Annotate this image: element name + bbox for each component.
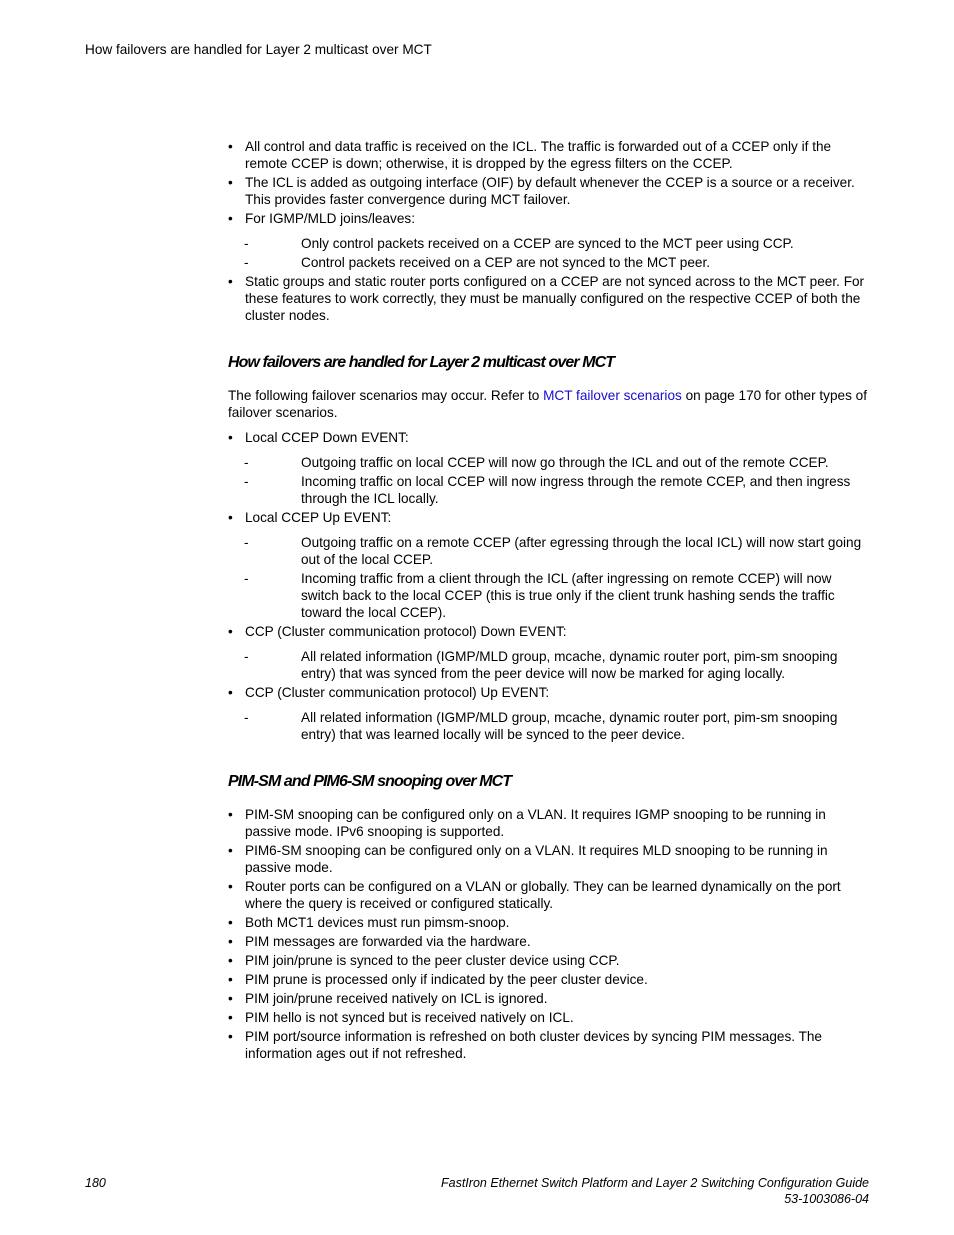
list-item: • Local CCEP Down EVENT: - Outgoing traffic on local CCEP will now go through the ICL and out of the remote CCEP. - Incoming traffic on local CCEP will now ingress through the remote CCEP, and then ingress through the ICL locally. bbox=[228, 429, 868, 507]
page-number: 180 bbox=[85, 1176, 106, 1190]
intro-bullet-list bbox=[228, 138, 868, 324]
list-item: • For IGMP/MLD joins/leaves: - Only control packets received on a CCEP are synced to the MCT peer using CCP. - Control packets received on a CEP are not synced to the MCT peer. bbox=[228, 210, 868, 271]
list-item: • PIM join/prune is synced to the peer cluster device using CCP. bbox=[228, 953, 620, 968]
sub-list-item: - Incoming traffic on local CCEP will now ingress through the remote CCEP, and then ingress through the ICL locally. bbox=[244, 474, 851, 506]
list-item: • PIM-SM snooping can be configured only on a VLAN. It requires IGMP snooping to be running in passive mode. IPv6 snooping is supported. bbox=[228, 807, 826, 839]
sub-list-item: - Incoming traffic from a client through the ICL (after ingressing on remote CCEP) will now switch back to the local CCEP (this is true only if the client trunk hashing sends the traffic toward the local CCEP). bbox=[244, 571, 835, 620]
sub-list-item: - Outgoing traffic on a remote CCEP (after egressing through the local ICL) will now start going out of the local CCEP. bbox=[244, 535, 862, 567]
doc-number: 53-1003086-04 bbox=[784, 1192, 869, 1206]
list-item: • PIM6-SM snooping can be configured only on a VLAN. It requires MLD snooping to be running in passive mode. bbox=[228, 843, 828, 875]
sub-list-item: - All related information (IGMP/MLD group, mcache, dynamic router port, pim-sm snooping entry) that was synced from the peer device will now be marked for aging locally. bbox=[244, 649, 838, 681]
list-item: • CCP (Cluster communication protocol) Up EVENT: - All related information (IGMP/MLD group, mcache, dynamic router port, pim-sm snooping entry) that was learned locally will be synced to the peer device. bbox=[228, 684, 868, 743]
list-item: • PIM port/source information is refreshed on both cluster devices by syncing PIM messages. The information ages out if not refreshed. bbox=[228, 1029, 822, 1061]
list-item: • Router ports can be configured on a VLAN or globally. They can be learned dynamically on the port where the query is received or configured statically. bbox=[228, 879, 841, 911]
event-sub-list bbox=[228, 534, 868, 621]
sub-list-item: - Only control packets received on a CCEP are synced to the MCT peer using CCP. bbox=[244, 236, 794, 251]
list-item: • Local CCEP Up EVENT: - Outgoing traffic on a remote CCEP (after egressing through the local ICL) will now start going out of the local CCEP. - Incoming traffic from a client through the ICL (after ingressing on remote CCEP) will now switch back to the local CCEP (this is true only if the client trunk hashing sends the traffic toward the local CCEP). bbox=[228, 509, 868, 621]
running-header: How failovers are handled for Layer 2 multicast over MCT bbox=[85, 42, 432, 57]
list-item: • PIM messages are forwarded via the hardware. bbox=[228, 934, 531, 949]
section-heading-failovers: How failovers are handled for Layer 2 multicast over MCT bbox=[228, 354, 615, 371]
sub-list-item: - Outgoing traffic on local CCEP will now go through the ICL and out of the remote CCEP. bbox=[244, 455, 829, 470]
event-sub-list bbox=[228, 709, 868, 743]
list-item: • CCP (Cluster communication protocol) Down EVENT: - All related information (IGMP/MLD group, mcache, dynamic router port, pim-sm snooping entry) that was synced from the peer device will now be marked for aging locally. bbox=[228, 623, 868, 682]
list-item: • PIM join/prune received natively on ICL is ignored. bbox=[228, 991, 548, 1006]
list-item: • Both MCT1 devices must run pimsm-snoop. bbox=[228, 915, 510, 930]
section-heading-pim-sm: PIM-SM and PIM6-SM snooping over MCT bbox=[228, 773, 512, 790]
footer-guide-info bbox=[441, 1175, 869, 1207]
pim-bullet-list bbox=[228, 806, 868, 1062]
main-content bbox=[228, 138, 868, 1064]
list-item: • PIM hello is not synced but is received natively on ICL. bbox=[228, 1010, 574, 1025]
guide-title: FastIron Ethernet Switch Platform and Layer 2 Switching Configuration Guide bbox=[441, 1176, 869, 1190]
list-item: • All control and data traffic is received on the ICL. The traffic is forwarded out of a CCEP only if the remote CCEP is down; otherwise, it is dropped by the egress filters on the CCEP. bbox=[228, 139, 832, 171]
mct-failover-scenarios-link[interactable]: MCT failover scenarios bbox=[543, 388, 682, 403]
list-item: • Static groups and static router ports configured on a CCEP are not synced across to the MCT peer. For these features to work correctly, they must be manually configured on the respective CCEP of both the cluster nodes. bbox=[228, 274, 865, 323]
section1-intro: The following failover scenarios may occur. Refer to MCT failover scenarios on page 170 for other types of failover scenarios. bbox=[228, 388, 867, 420]
event-sub-list bbox=[228, 454, 868, 507]
igmp-sub-list bbox=[228, 235, 868, 271]
event-sub-list bbox=[228, 648, 868, 682]
list-item: • The ICL is added as outgoing interface (OIF) by default whenever the CCEP is a source or a receiver. This provides faster convergence during MCT failover. bbox=[228, 175, 855, 207]
sub-list-item: - All related information (IGMP/MLD group, mcache, dynamic router port, pim-sm snooping entry) that was learned locally will be synced to the peer device. bbox=[244, 710, 838, 742]
failover-event-list bbox=[228, 429, 868, 743]
list-item: • PIM prune is processed only if indicated by the peer cluster device. bbox=[228, 972, 648, 987]
sub-list-item: - Control packets received on a CEP are not synced to the MCT peer. bbox=[244, 255, 711, 270]
